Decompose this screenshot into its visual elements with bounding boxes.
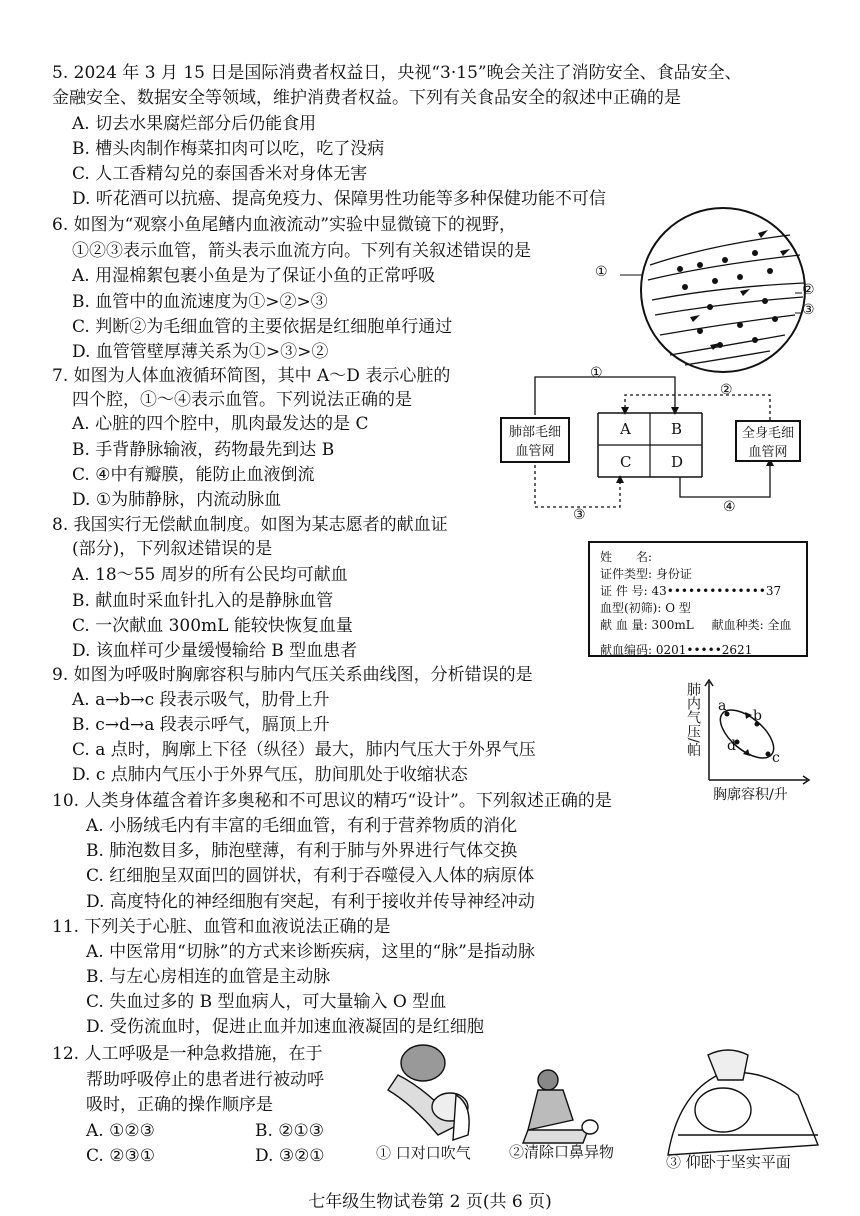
q11-option-d: D. 受伤流血时，促进止血并加速血液凝固的是红细胞: [86, 1017, 484, 1037]
caption-1: ① 口对口吹气: [376, 1144, 471, 1162]
graph-point-d: d: [727, 738, 736, 754]
q12-option-a: A. ①②③: [86, 1121, 155, 1141]
q6-option-c: C. 判断②为毛细血管的主要依据是红细胞单行通过: [72, 317, 453, 337]
q5-option-c: C. 人工香精勾兑的泰国香米对身体无害: [72, 164, 368, 184]
q10-option-a: A. 小肠绒毛内有丰富的毛细血管，有利于营养物质的消化: [86, 816, 518, 836]
q10-option-d: D. 高度特化的神经细胞有突起，有利于接收并传导神经冲动: [86, 892, 535, 912]
q6-stem-line2: ①②③表示血管，箭头表示血流方向。下列有关叙述错误的是: [72, 241, 531, 261]
q12-stem-line2: 帮助呼吸停止的患者进行被动呼: [86, 1070, 324, 1090]
q9-pressure-volume-graph: [665, 672, 815, 804]
q7-option-c: C. ④中有瓣膜，能防止血液倒流: [72, 465, 315, 485]
body-box-line1: 全身毛细: [741, 426, 794, 441]
caption-2: ②清除口鼻异物: [509, 1143, 615, 1161]
q7-option-a: A. 心脏的四个腔中，肌肉最发达的是 C: [72, 414, 369, 434]
q5-stem-line2: 金融安全、数据安全等领域，维护消费者权益。下列有关食品安全的叙述中正确的是: [52, 88, 681, 108]
body-box-line2: 血管网: [748, 445, 788, 460]
q6-option-d: D. 血管管壁厚薄关系为①>③>②: [72, 342, 329, 362]
lung-box-line2: 血管网: [515, 444, 555, 459]
q9-option-d: D. c 点肺内气压小于外界气压，肋间肌处于收缩状态: [72, 765, 468, 785]
graph-point-b: b: [753, 708, 762, 724]
q8-stem-line1: 8. 我国实行无偿献血制度。如图为某志愿者的献血证: [52, 515, 448, 535]
q9-option-a: A. a→b→c 段表示吸气，肋骨上升: [72, 690, 330, 710]
graph-y-label: 肺内气压/帕: [685, 682, 701, 757]
card-blood-type: 血型(初筛): O 型: [600, 601, 691, 615]
chamber-c: C: [620, 453, 632, 471]
q6-label-3: ③: [802, 302, 815, 318]
chamber-a: A: [620, 420, 631, 438]
q9-option-c: C. a 点时，胸廓上下径（纵径）最大，肺内气压大于外界气压: [72, 740, 536, 760]
q5-option-a: A. 切去水果腐烂部分后仍能食用: [72, 114, 317, 134]
q5-stem-line1: 5. 2024 年 3 月 15 日是国际消费者权益日，央视“3·15”晚会关注了消防安全、食品安全、: [52, 63, 742, 83]
q8-option-c: C. 一次献血 300mL 能较快恢复血量: [72, 616, 353, 636]
q7-option-d: D. ①为肺静脉，内流动脉血: [72, 490, 282, 510]
q12-option-b: B. ②①③: [255, 1121, 325, 1141]
page-footer: 七年级生物试卷第 2 页(共 6 页): [308, 1192, 552, 1212]
vessel-1-label: ①: [590, 365, 603, 381]
q7-stem-line1: 7. 如图为人体血液循环简图，其中 A～D 表示心脏的: [52, 366, 451, 386]
q5-option-d: D. 听花酒可以抗癌、提高免疫力、保障男性功能等多种保健功能不可信: [72, 189, 606, 209]
card-id-no: 证 件 号: 43••••••••••••••37: [600, 584, 782, 598]
graph-x-label: 胸廓容积/升: [713, 787, 788, 803]
q8-stem-line2: (部分)，下列叙述错误的是: [72, 539, 273, 559]
q6-label-2: ②: [802, 282, 815, 298]
vessel-4-label: ④: [723, 499, 736, 515]
q12-stem-line3: 吸时，正确的操作顺序是: [86, 1095, 273, 1115]
q12-option-c: C. ②③①: [86, 1146, 155, 1166]
lung-box-line1: 肺部毛细: [508, 425, 561, 440]
card-id-type: 证件类型: 身份证: [600, 567, 692, 581]
q10-option-c: C. 红细胞呈双面凹的圆饼状，有利于吞噬侵入人体的病原体: [86, 866, 535, 886]
q7-stem-line2: 四个腔，①～④表示血管。下列说法正确的是: [72, 390, 412, 410]
card-amount: 献 血 量: 300mL: [600, 618, 694, 632]
q8-option-b: B. 献血时采血针扎入的是静脉血管: [72, 591, 334, 611]
q8-option-d: D. 该血样可少量缓慢输给 B 型血患者: [72, 641, 358, 661]
body-capillary-box: [735, 420, 801, 462]
q11-option-b: B. 与左心房相连的血管是主动脉: [86, 967, 331, 987]
graph-point-c: c: [772, 750, 780, 766]
q10-option-b: B. 肺泡数目多，肺泡壁薄，有利于肺与外界进行气体交换: [86, 841, 518, 861]
q11-stem: 11. 下列关于心脏、血管和血液说法正确的是: [52, 917, 391, 937]
card-name: 姓 名:: [600, 550, 653, 564]
q6-option-b: B. 血管中的血流速度为①>②>③: [72, 292, 328, 312]
chamber-b: B: [671, 420, 683, 438]
q5-option-b: B. 槽头肉制作梅菜扣肉可以吃，吃了没病: [72, 139, 385, 159]
vessel-2-label: ②: [720, 382, 733, 398]
q6-label-1: ①: [595, 264, 608, 280]
q9-stem: 9. 如图为呼吸时胸廓容积与肺内气压关系曲线图，分析错误的是: [52, 665, 533, 685]
q8-option-a: A. 18～55 周岁的所有公民均可献血: [72, 565, 348, 585]
microscope-field-svg: [590, 205, 820, 375]
q12-option-d: D. ③②①: [255, 1146, 325, 1166]
blood-donation-card: [588, 541, 808, 657]
vessel-3-label: ③: [573, 507, 586, 523]
q9-option-b: B. c→d→a 段表示呼气，膈顶上升: [72, 715, 330, 735]
chamber-d: D: [671, 453, 684, 471]
graph-point-a: a: [718, 698, 727, 714]
q12-cpr-illustrations: [378, 1035, 848, 1170]
lung-capillary-box: [500, 417, 570, 463]
card-code: 献血编码: 0201•••••2621: [600, 643, 753, 657]
q12-stem-line1: 12. 人工呼吸是一种急救措施，在于: [52, 1044, 323, 1064]
q7-option-b: B. 手背静脉输液，药物最先到达 B: [72, 440, 335, 460]
q7-circulation-figure: [495, 365, 795, 523]
q11-option-a: A. 中医常用“切脉”的方式来诊断疾病，这里的“脉”是指动脉: [86, 942, 535, 962]
q6-option-a: A. 用湿棉絮包裹小鱼是为了保证小鱼的正常呼吸: [72, 266, 436, 286]
q11-option-c: C. 失血过多的 B 型血病人，可大量输入 O 型血: [86, 992, 447, 1012]
card-kind: 献血种类: 全血: [711, 618, 792, 632]
q6-stem-line1: 6. 如图为“观察小鱼尾鳍内血液流动”实验中显微镜下的视野，: [52, 215, 517, 235]
caption-3: ③ 仰卧于坚实平面: [666, 1153, 791, 1171]
q6-microscope-figure: [590, 205, 820, 375]
q10-stem: 10. 人类身体蕴含着许多奥秘和不可思议的精巧“设计”。下列叙述正确的是: [52, 791, 612, 811]
